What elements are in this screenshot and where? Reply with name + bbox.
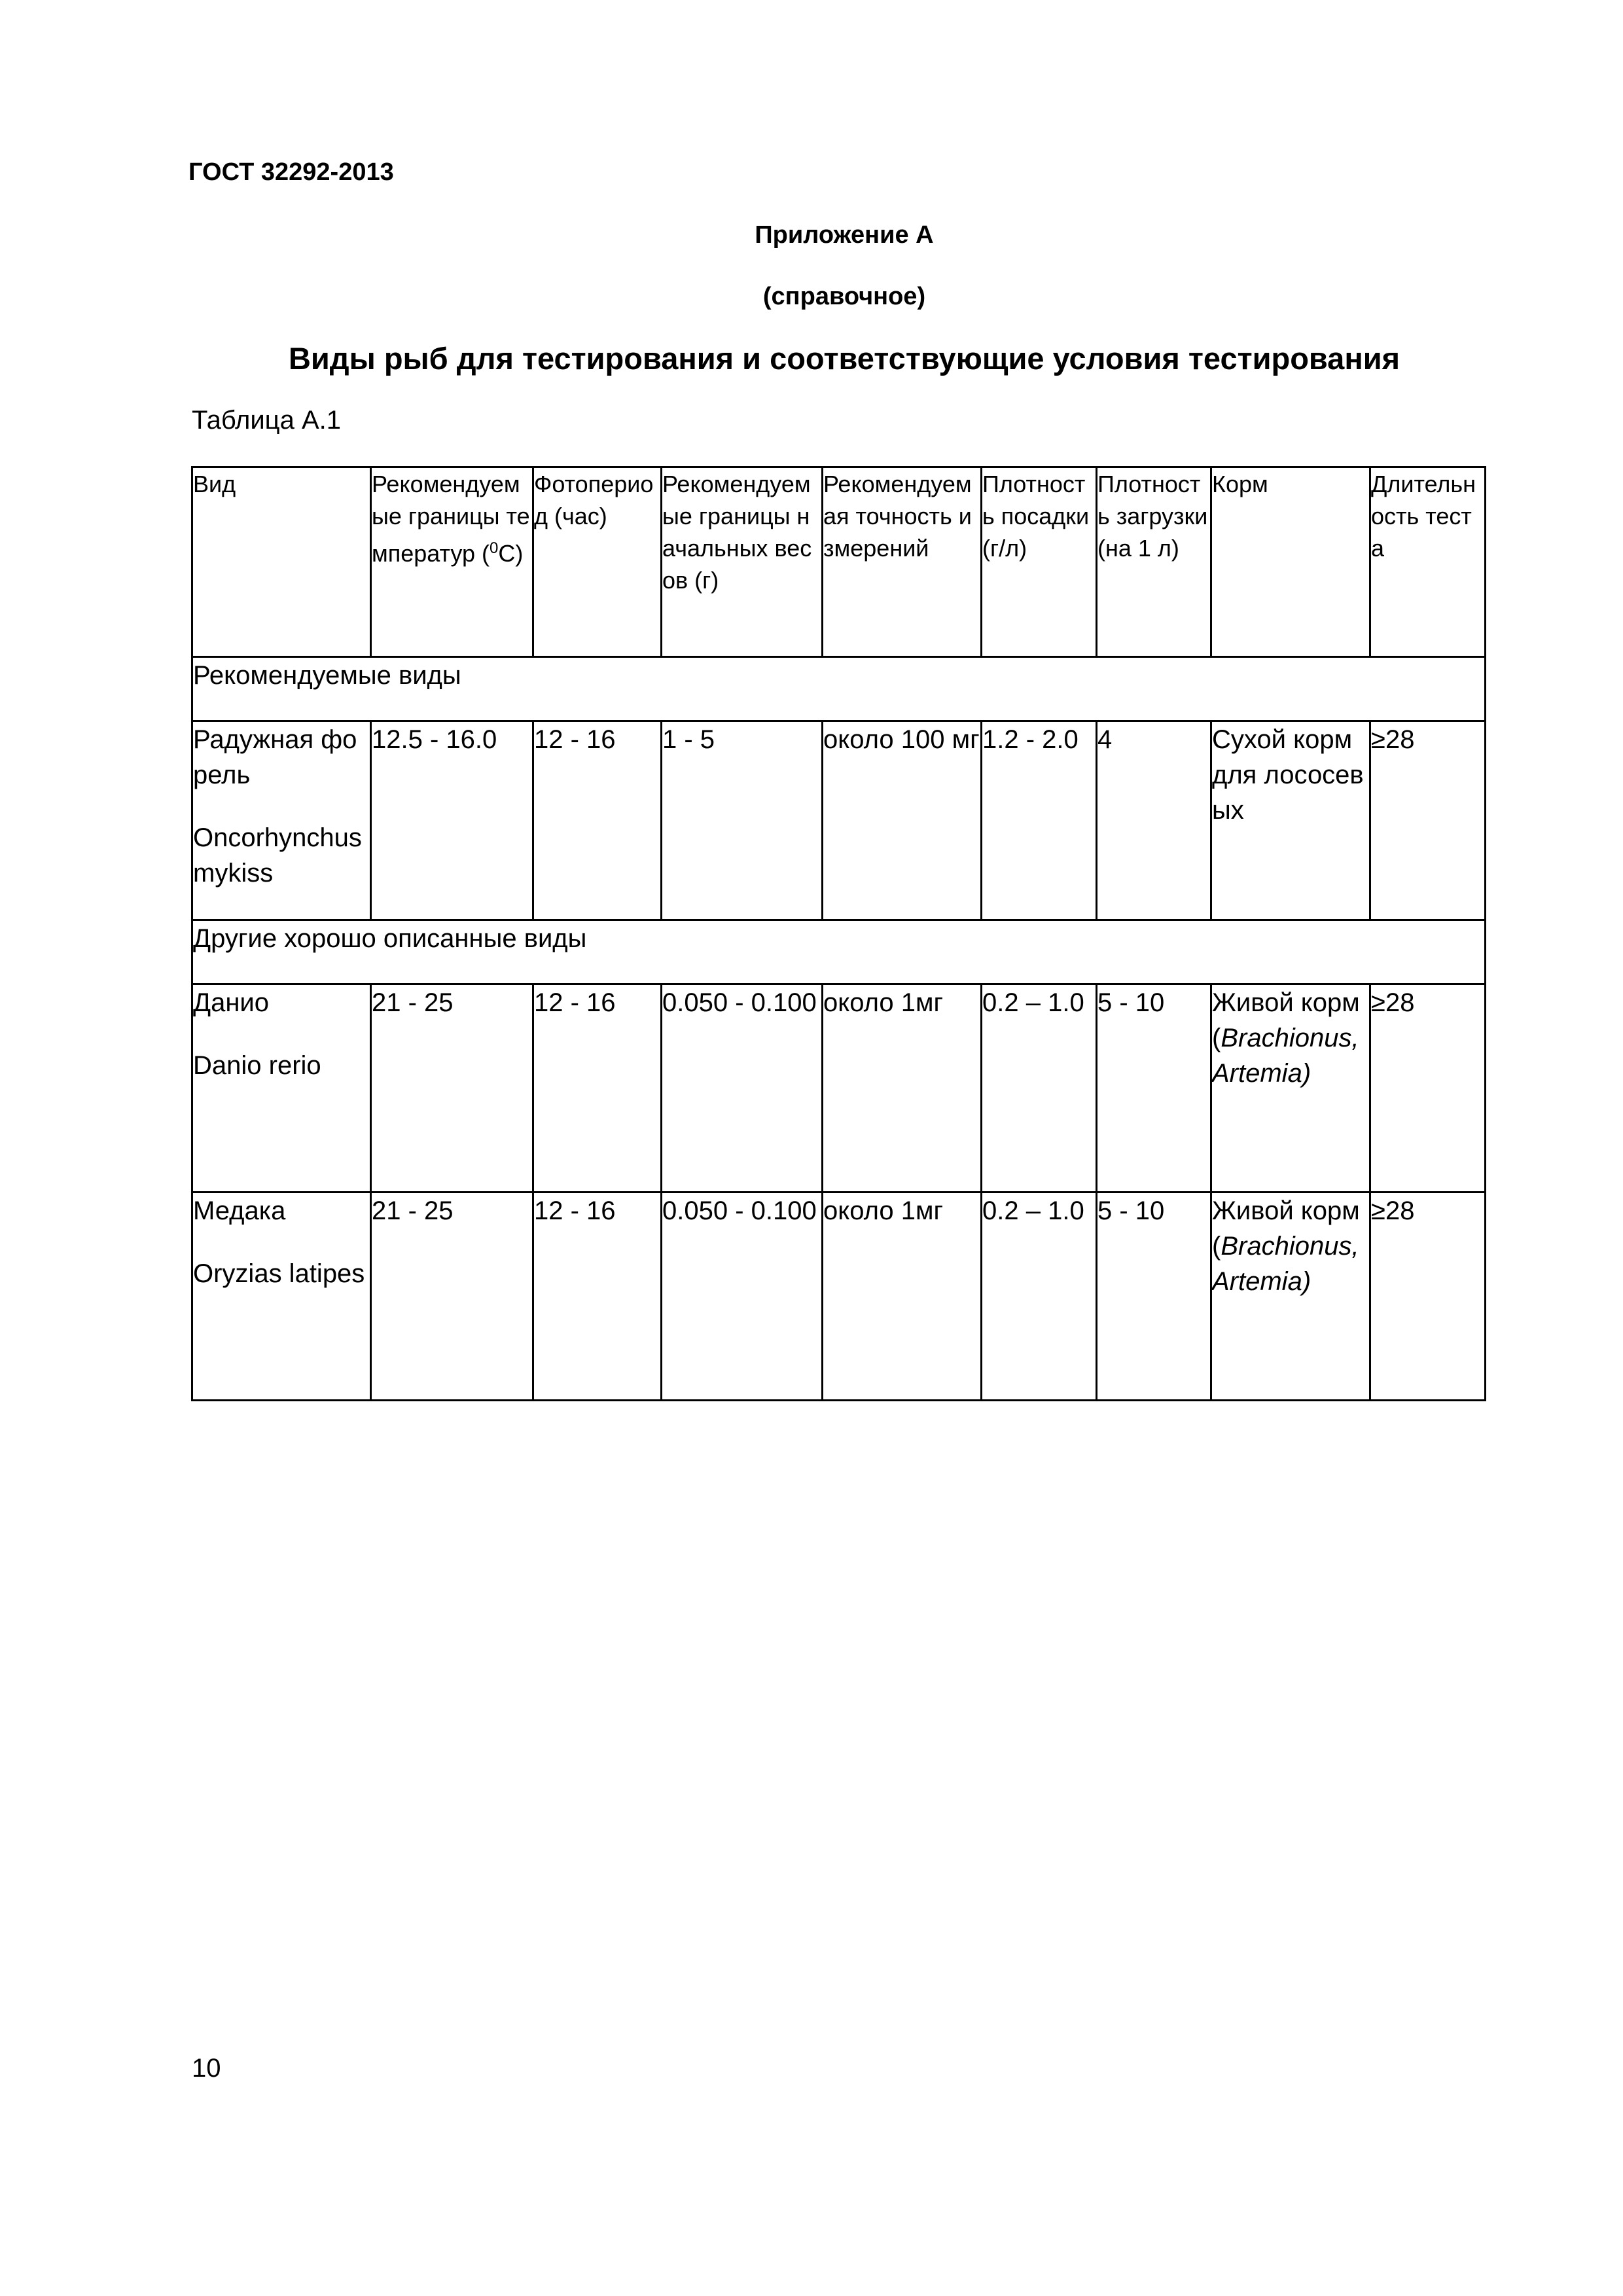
cell-temperature: 12.5 - 16.0 xyxy=(371,721,533,920)
header-species: Вид xyxy=(192,467,371,657)
cell-stocking-density: 0.2 – 1.0 xyxy=(982,984,1097,1193)
header-food: Корм xyxy=(1211,467,1370,657)
cell-stocking-density: 1.2 - 2.0 xyxy=(982,721,1097,920)
appendix-heading: Приложение А xyxy=(755,221,934,249)
cell-duration: ≥28 xyxy=(1370,721,1486,920)
header-photoperiod: Фотопериод (час) xyxy=(533,467,662,657)
cell-species xyxy=(192,721,371,920)
cell-weight: 1 - 5 xyxy=(662,721,823,920)
species-name-latin: Oncorhynchus mykiss xyxy=(193,823,362,888)
appendix-type: (справочное) xyxy=(762,283,926,310)
table-row xyxy=(192,984,1486,1193)
cell-temperature: 21 - 25 xyxy=(371,1193,533,1401)
species-name-latin: Danio rerio xyxy=(193,1051,321,1080)
degree-superscript: 0 xyxy=(490,539,499,557)
table-row xyxy=(192,1193,1486,1401)
species-name-ru: Медака xyxy=(193,1196,286,1225)
cell-duration: ≥28 xyxy=(1370,1193,1486,1401)
cell-food: Живой корм (Brachionus, Artemia) xyxy=(1211,984,1370,1193)
header-weight: Рекомендуемые границы начальных весов (г) xyxy=(662,467,823,657)
section-label: Другие хорошо описанные виды xyxy=(192,920,1486,984)
cell-duration: ≥28 xyxy=(1370,984,1486,1193)
cell-precision: около 1мг xyxy=(823,1193,982,1401)
cell-food: Живой корм (Brachionus, Artemia) xyxy=(1211,1193,1370,1401)
cell-loading-density: 4 xyxy=(1097,721,1211,920)
header-temperature: Рекомендуемые границы температур ($^0$С) xyxy=(371,467,533,657)
cell-weight: 0.050 - 0.100 xyxy=(662,984,823,1193)
cell-precision: около 1мг xyxy=(823,984,982,1193)
cell-weight: 0.050 - 0.100 xyxy=(662,1193,823,1401)
cell-food: Сухой корм для лососевых xyxy=(1211,721,1370,920)
cell-photoperiod: 12 - 16 xyxy=(533,721,662,920)
document-code: ГОСТ 32292-2013 xyxy=(188,158,394,186)
cell-temperature: 21 - 25 xyxy=(371,984,533,1193)
table-row xyxy=(192,721,1486,920)
species-name-latin: Oryzias latipes xyxy=(193,1259,365,1288)
cell-precision: около 100 мг xyxy=(823,721,982,920)
header-duration: Длительность теста xyxy=(1370,467,1486,657)
cell-loading-density: 5 - 10 xyxy=(1097,984,1211,1193)
cell-species xyxy=(192,1193,371,1401)
section-label: Рекомендуемые виды xyxy=(192,657,1486,721)
section-row-other xyxy=(192,920,1486,984)
cell-loading-density: 5 - 10 xyxy=(1097,1193,1211,1401)
food-latin-names: Brachionus, Artemia) xyxy=(1212,1024,1359,1088)
header-stocking-density: Плотность посадки (г/л) xyxy=(982,467,1097,657)
cell-stocking-density: 0.2 – 1.0 xyxy=(982,1193,1097,1401)
species-table xyxy=(191,466,1486,1401)
cell-photoperiod: 12 - 16 xyxy=(533,1193,662,1401)
header-precision: Рекомендуемая точность измерений xyxy=(823,467,982,657)
food-latin-names: Brachionus, Artemia) xyxy=(1212,1232,1359,1296)
table-header-row xyxy=(192,467,1486,657)
header-loading-density: Плотность загрузки (на 1 л) xyxy=(1097,467,1211,657)
species-name-ru: Данио xyxy=(193,988,270,1017)
cell-photoperiod: 12 - 16 xyxy=(533,984,662,1193)
cell-species xyxy=(192,984,371,1193)
section-row-recommended xyxy=(192,657,1486,721)
species-name-ru: Радужная форель xyxy=(193,725,357,789)
table-label: Таблица А.1 xyxy=(192,406,341,435)
page-number: 10 xyxy=(192,2054,221,2083)
page-title: Виды рыб для тестирования и соответствующие условия тестирования xyxy=(288,341,1400,376)
